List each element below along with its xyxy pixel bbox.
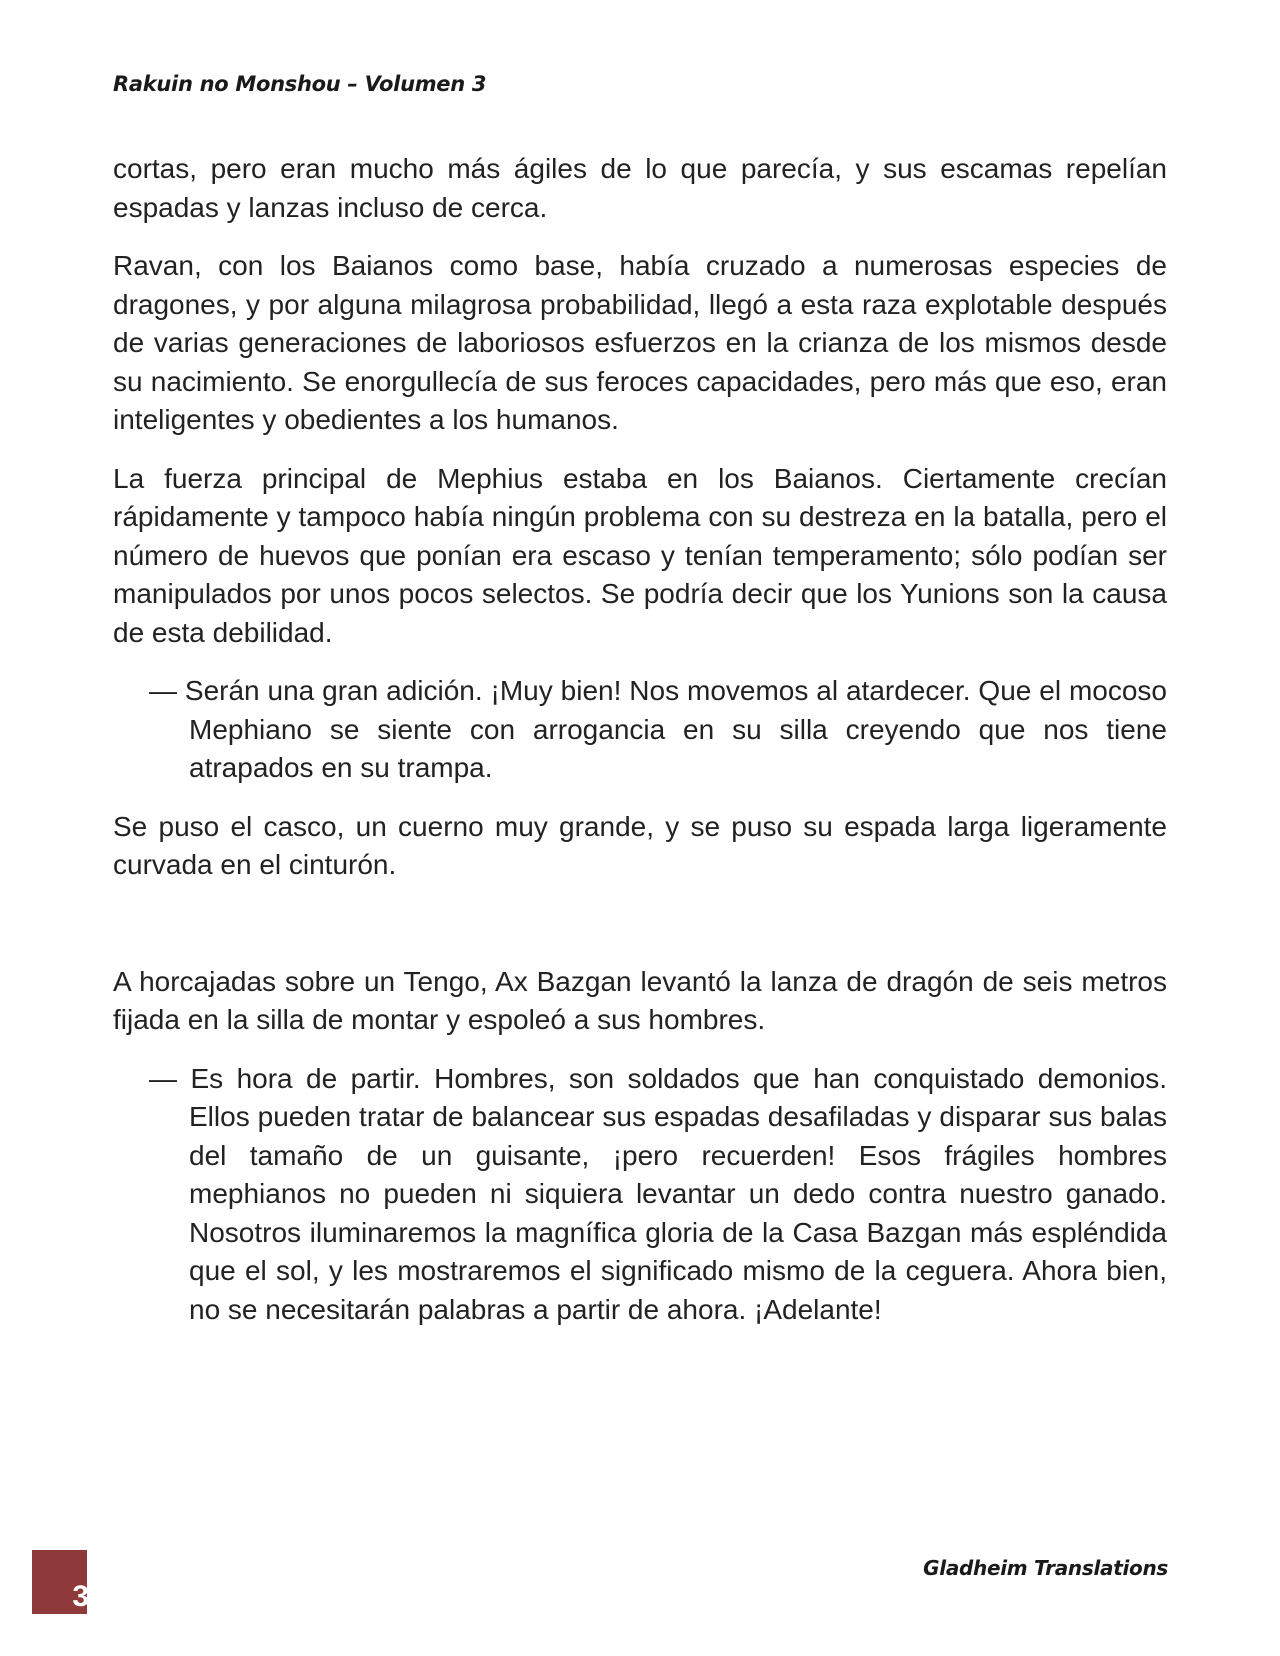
page-header-title: Rakuin no Monshou – Volumen 3 [113,72,487,96]
paragraph: Ravan, con los Baianos como base, había cruzado a numerosas especies de dragones, y por alguna milagrosa probabilidad, llegó a esta raza explotable después de varias generaciones de laboriosos esfuerzos en la crianza de los mismos desde su nacimiento. Se enorgullecía de sus feroces capacidades, pero más que eso, eran inteligentes y obedientes a los humanos. [113,250,1167,435]
page-number-badge [32,1550,87,1614]
paragraph: Se puso el casco, un cuerno muy grande, y se puso su espada larga ligeramente curvada en el cinturón. [113,810,1167,880]
footer-credit: Gladheim Translations [923,1556,1168,1580]
paragraph: La fuerza principal de Mephius estaba en los Baianos. Ciertamente crecían rápidamente y tampoco había ningún problema con su destreza en la batalla, pero el número de huevos que ponían era escaso y tenían temperamento; sólo podían ser manipulados por unos pocos selectos. Se podría decir que los Yunions son la causa de esta debilidad. [113,462,1167,648]
page-number: 3 [72,1580,89,1613]
paragraph: cortas, pero eran mucho más ágiles de lo que parecía, y sus escamas repelían espadas y lanzas incluso de cerca. [113,153,1167,223]
dialogue-line: — Serán una gran adición. ¡Muy bien! Nos movemos al atardecer. Que el mocoso Mephiano se siente con arrogancia en su silla creyendo que nos tiene atrapados en su trampa. [149,675,1167,783]
dialogue-line: — Es hora de partir. Hombres, son soldados que han conquistado demonios. Ellos pueden tratar de balancear sus espadas desafiladas y disparar sus balas del tamaño de un guisante, ¡pero recuerden! Esos frágiles hombres mephianos no pueden ni siquiera levantar un dedo contra nuestro ganado. Nosotros iluminaremos la magnífica gloria de la Casa Bazgan más espléndida que el sol, y les mostraremos el significado mismo de la ceguera. Ahora bien, no se necesitarán palabras a partir de ahora. ¡Adelante! [149,1062,1167,1325]
paragraph: A horcajadas sobre un Tengo, Ax Bazgan levantó la lanza de dragón de seis metros fijada en la silla de montar y espoleó a sus hombres. [113,965,1167,1035]
document-body [113,150,1167,1349]
scene-break [113,905,1167,963]
